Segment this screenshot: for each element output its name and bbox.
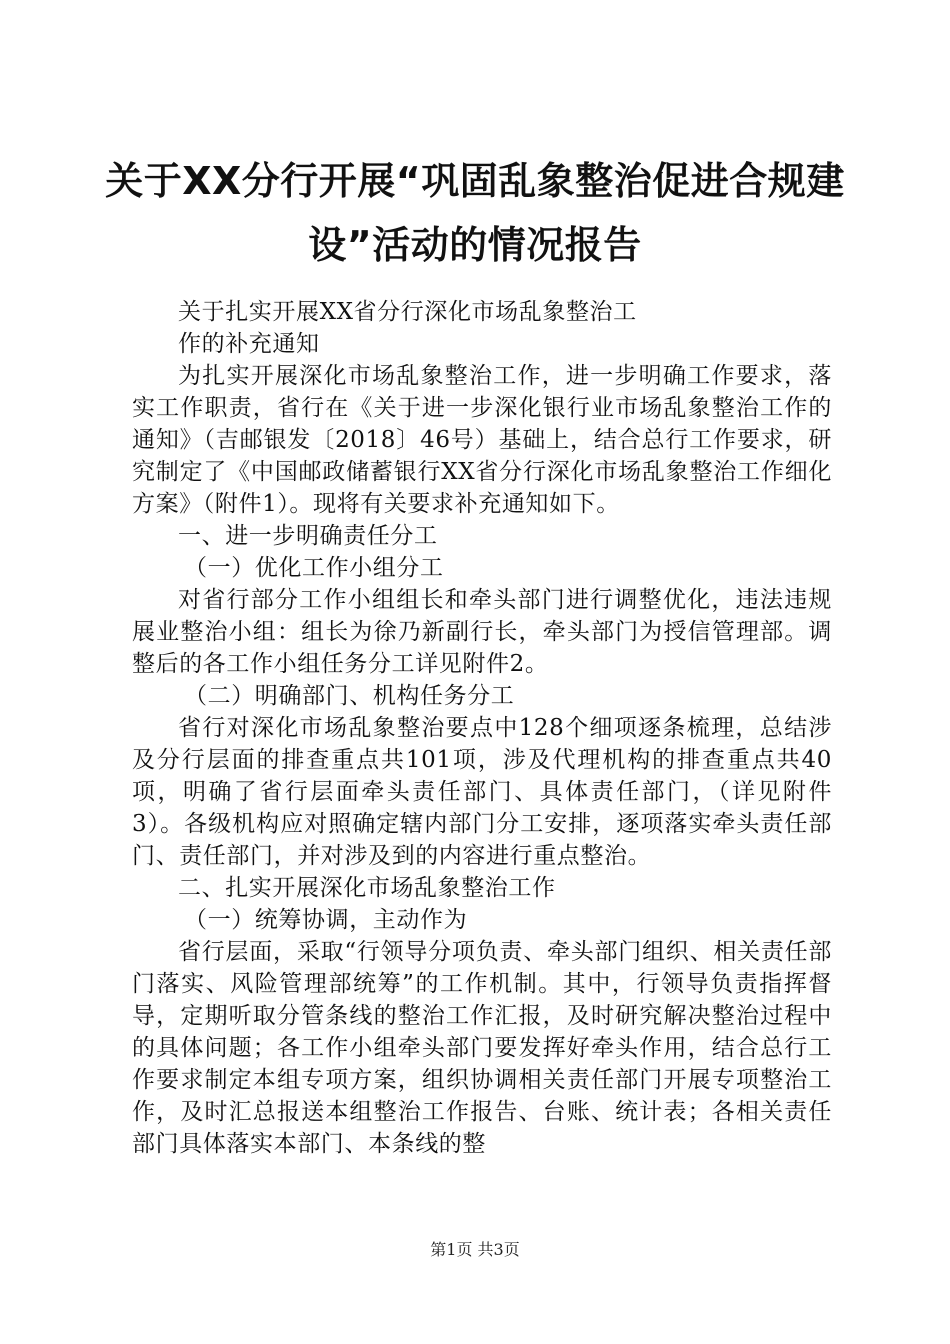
- document-title-line-1: 关于XX分行开展“巩固乱象整治促进合规建: [105, 159, 845, 203]
- section-heading: 二、扎实开展深化市场乱象整治工作: [178, 875, 556, 901]
- document-title-line-2: 设”活动的情况报告: [308, 223, 642, 267]
- subsection-heading: （一）统筹协调，主动作为: [184, 907, 468, 933]
- notice-title-line-1: 关于扎实开展XX省分行深化市场乱象整治工: [178, 299, 637, 325]
- subsection-heading: （二）明确部门、机构任务分工: [184, 683, 515, 709]
- body-paragraph: 省行层面，采取“行领导分项负责、牵头部门组织、相关责任部门落实、风险管理部统筹”的工作机制。其中，行领导负责指挥督导，定期听取分管条线的整治工作汇报，及时研究解决整治过程中的具体问题；各工作小组牵头部门要发挥好牵头作用，结合总行工作要求制定本组专项方案，组织协调相关责任部门开展专项整治工作，及时汇总报送本组整治工作报告、台账、统计表；各相关责任部门具体落实本部门、本条线的整: [132, 939, 832, 1157]
- body-paragraph: 为扎实开展深化市场乱象整治工作，进一步明确工作要求，落实工作职责，省行在《关于进一步深化银行业市场乱象整治工作的通知》（吉邮银发〔2018〕46号）基础上，结合总行工作要求，研究制定了《中国邮政储蓄银行XX省分行深化市场乱象整治工作细化方案》（附件1）。现将有关要求补充通知如下。: [132, 363, 832, 517]
- notice-title-line-2: 作的补充通知: [178, 331, 320, 357]
- body-paragraph: 对省行部分工作小组组长和牵头部门进行调整优化，违法违规展业整治小组：组长为徐乃新副行长，牵头部门为授信管理部。调整后的各工作小组任务分工详见附件2。: [132, 587, 832, 677]
- body-paragraph: 省行对深化市场乱象整治要点中128个细项逐条梳理，总结涉及分行层面的排查重点共101项，涉及代理机构的排查重点共40项，明确了省行层面牵头责任部门、具体责任部门，（详见附件3）。各级机构应对照确定辖内部门分工安排，逐项落实牵头责任部门、责任部门，并对涉及到的内容进行重点整治。: [132, 715, 832, 869]
- subsection-heading: （一）优化工作小组分工: [184, 555, 444, 581]
- section-heading: 一、进一步明确责任分工: [178, 523, 438, 549]
- document-body: [132, 296, 832, 1160]
- page-footer: 第1页 共3页: [430, 1240, 520, 1259]
